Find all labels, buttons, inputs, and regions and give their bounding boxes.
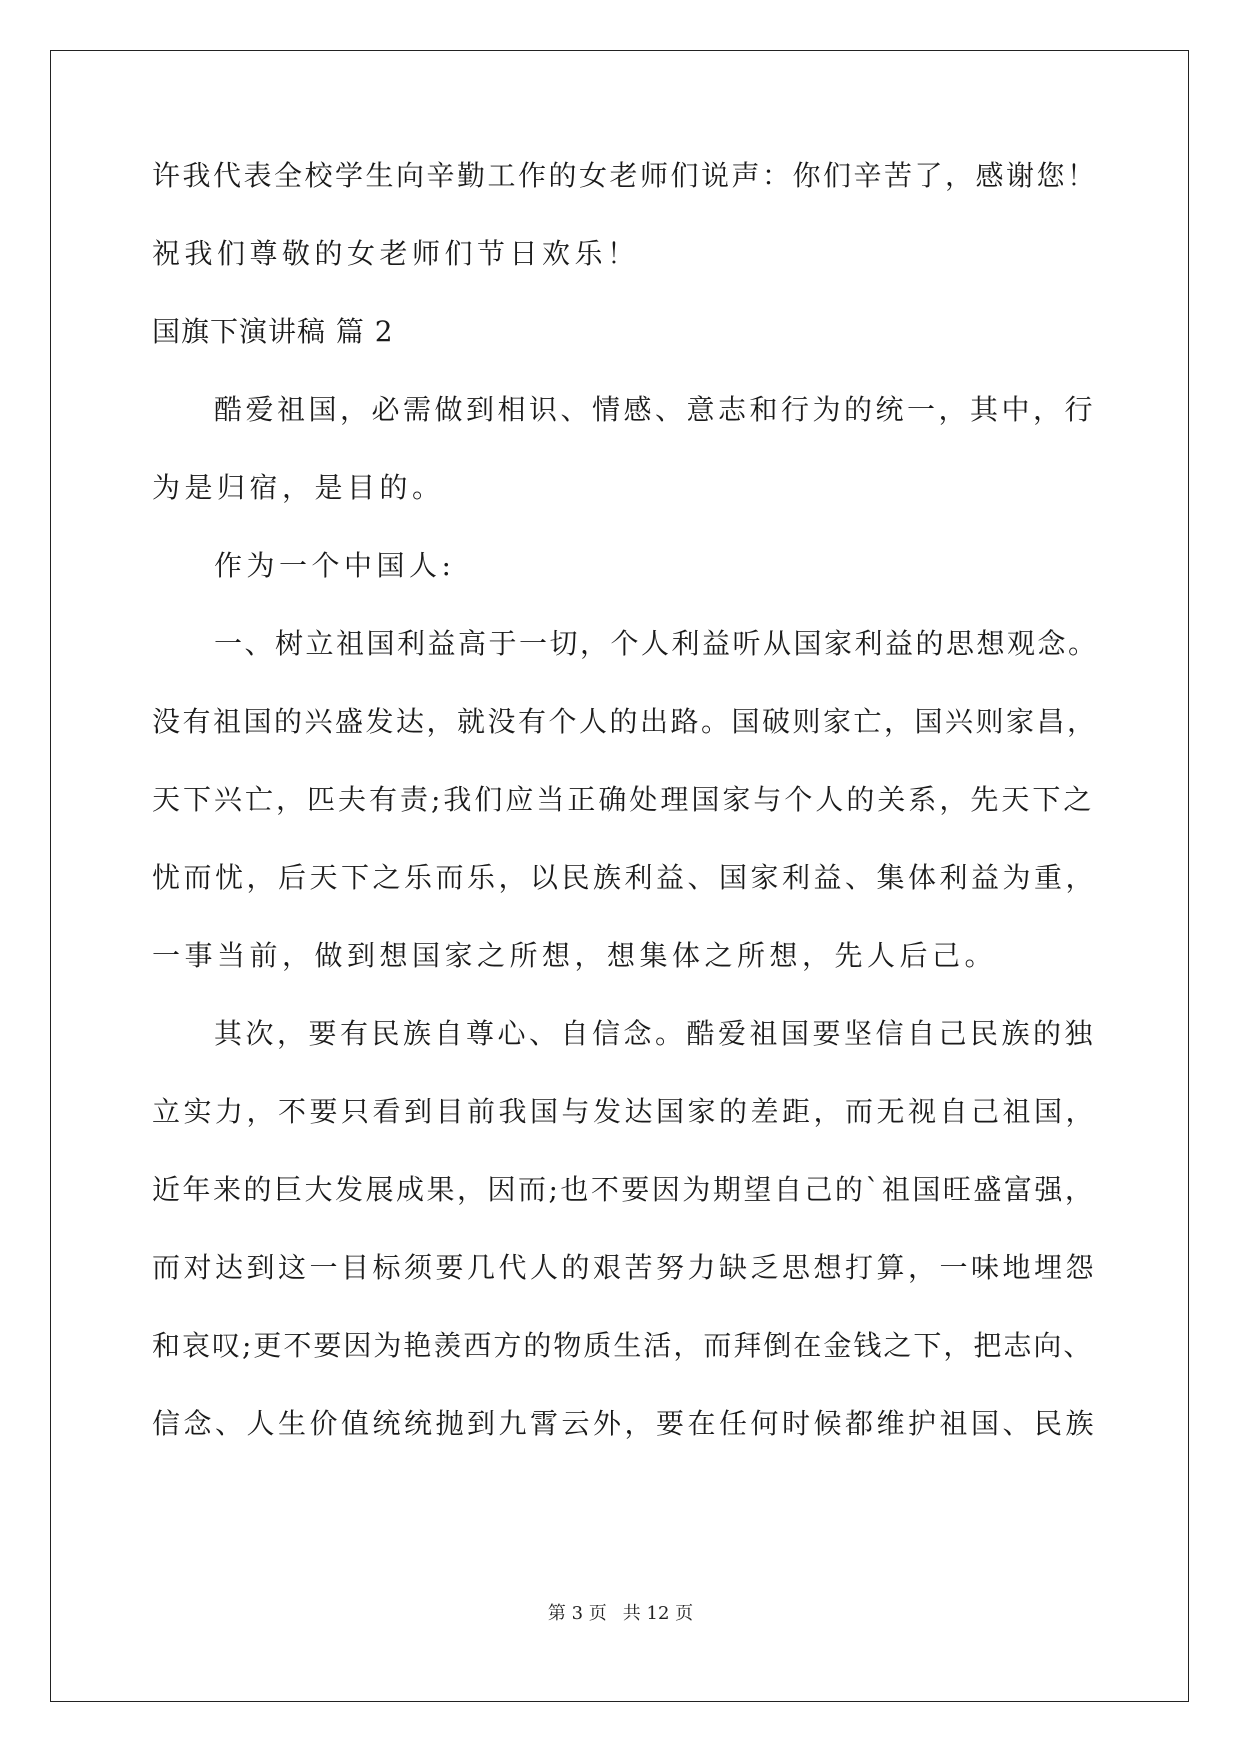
body-text-line: 没有祖国的兴盛发达，就没有个人的出路。国破则家亡，国兴则家昌， — [152, 705, 1098, 738]
body-text-line: 为是归宿，是目的。 — [152, 471, 445, 504]
section-heading: 国旗下演讲稿 篇 2 — [152, 315, 394, 348]
body-text-line: 祝我们尊敬的女老师们节日欢乐！ — [152, 237, 640, 270]
body-text-line: 一、树立祖国利益高于一切，个人利益听从国家利益的思想观念。 — [214, 627, 1099, 660]
body-text-line: 作为一个中国人: — [214, 549, 456, 582]
body-text-line: 近年来的巨大发展成果，因而;也不要因为期望自己的`祖国旺盛富强， — [152, 1173, 1096, 1206]
body-text-line: 信念、人生价值统统抛到九霄云外，要在任何时候都维护祖国、民族 — [152, 1407, 1098, 1440]
page-number: 第 3 页 — [547, 1603, 607, 1624]
body-text-line: 其次，要有民族自尊心、自信念。酷爱祖国要坚信自己民族的独 — [214, 1017, 1097, 1050]
page-total: 共 12 页 — [622, 1603, 694, 1624]
body-text-line: 许我代表全校学生向辛勤工作的女老师们说声：你们辛苦了，感谢您！ — [152, 159, 1098, 192]
body-text-line: 一事当前，做到想国家之所想，想集体之所想，先人后己。 — [152, 939, 998, 972]
page-footer — [0, 1602, 1241, 1626]
body-text-line: 而对达到这一目标须要几代人的艰苦努力缺乏思想打算，一味地埋怨 — [152, 1251, 1098, 1284]
body-text-line: 酷爱祖国，必需做到相识、情感、意志和行为的统一，其中，行 — [214, 393, 1097, 426]
body-text-line: 忧而忧，后天下之乐而乐，以民族利益、国家利益、集体利益为重， — [152, 861, 1098, 894]
body-text-line: 天下兴亡，匹夫有责;我们应当正确处理国家与个人的关系，先天下之 — [152, 783, 1095, 816]
body-text-line: 和哀叹;更不要因为艳羡西方的物质生活，而拜倒在金钱之下，把志向、 — [152, 1329, 1094, 1362]
body-text-line: 立实力，不要只看到目前我国与发达国家的差距，而无视自己祖国， — [152, 1095, 1098, 1128]
